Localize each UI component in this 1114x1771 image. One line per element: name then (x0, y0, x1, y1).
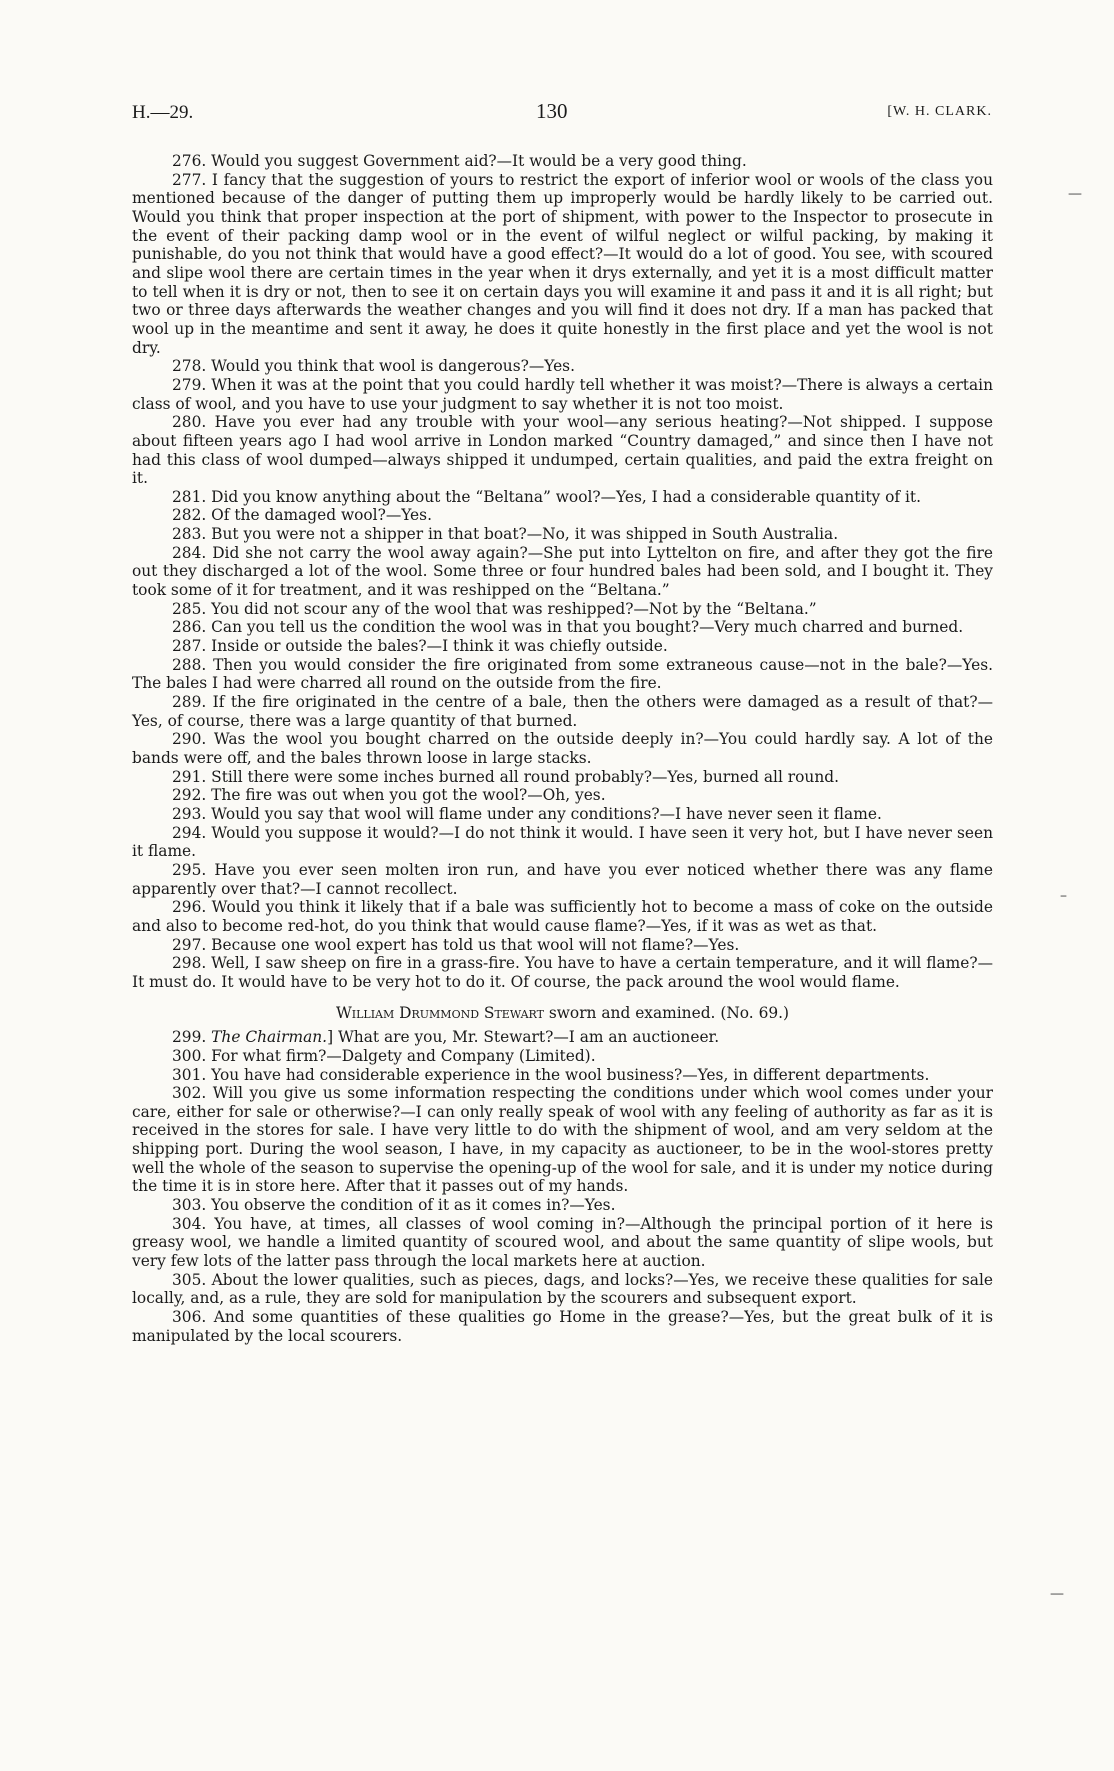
question-298: 298. Well, I saw sheep on fire in a grass-fire. You have to have a certain temperature, and it will flame?—It must do. It would have to be very hot to do it. Of course, the pack around the wool would flame. (132, 954, 993, 991)
question-279: 279. When it was at the point that you could hardly tell whether it was moist?—There is always a certain class of wool, and you have to use your judgment to say whether it is not too moist. (132, 375, 993, 413)
question-284: 284. Did she not carry the wool away again?—She put into Lyttelton on fire, and after they got the fire out they discharged a lot of the wool. Some three or four hundred bales had been sold, and I bought it. They took some of it for treatment, and it was reshipped on the “Beltana.” (132, 543, 993, 600)
question-285: 285. You did not scour any of the wool that was reshipped?—Not by the “Beltana.” (172, 599, 817, 618)
question-299-text: ] What are you, Mr. Stewart?—I am an auctioneer. (327, 1028, 720, 1047)
question-293: 293. Would you say that wool will flame under any conditions?—I have never seen it flame. (172, 804, 882, 823)
witness-running-head: [W. H. CLARK. (887, 104, 992, 119)
question-283: 283. But you were not a shipper in that boat?—No, it was shipped in South Australia. (172, 525, 839, 544)
margin-mark: – (1060, 888, 1067, 904)
question-287: 287. Inside or outside the bales?—I think it was chiefly outside. (172, 637, 668, 656)
question-289: 289. If the fire originated in the centre of a bale, then the others were damaged as a result of that?—Yes, of course, there was a large quantity of that burned. (132, 693, 993, 730)
speaker-label: The Chairman. (211, 1028, 328, 1047)
question-294: 294. Would you suppose it would?—I do not think it would. I have seen it very hot, but I have never seen it flame. (132, 823, 993, 861)
question-299-number: 299. (172, 1028, 212, 1047)
question-276: 276. Would you suggest Government aid?—It would be a very good thing. (172, 152, 747, 170)
question-300: 300. For what firm?—Dalgety and Company (Limited). (172, 1046, 596, 1065)
question-295: 295. Have you ever seen molten iron run, and have you ever noticed whether there was any flame apparently over that?—I cannot recollect. (132, 860, 993, 898)
margin-mark: — (1050, 1586, 1064, 1602)
question-286: 286. Can you tell us the condition the wool was in that you bought?—Very much charred and burned. (172, 618, 964, 637)
question-282: 282. Of the damaged wool?—Yes. (172, 506, 432, 525)
question-281: 281. Did you know anything about the “Beltana” wool?—Yes, I had a considerable quantity of it. (172, 487, 921, 506)
page-body (132, 152, 993, 1345)
witness-heading-rest: sworn and examined. (No. 69.) (543, 1003, 790, 1022)
witness-heading (132, 1004, 993, 1023)
question-277: 277. I fancy that the suggestion of yours to restrict the export of inferior wool or wools of the class you mentioned because of the danger of putting them up improperly would be hardly likely to be carried out. Would you think that proper inspection at the port of shipment, with power to the Inspector to prosecute in the event of their packing damp wool or in the event of wilful neglect or wilful packing, by making it punishable, do you not think that would have a good effect?—It would do a lot of good. You see, with scoured and slipe wool there are certain times in the year when it drys externally, and yet it is a most difficult matter to tell when it is dry or not, then to see it on certain days you will examine it and pass it and it is all right; but two or three days afterwards the weather changes and you will find it does not dry. If a man has packed that wool up in the meantime and sent it away, he does it quite honestly in the first place and yet the wool is not dry. (132, 170, 993, 357)
question-280: 280. Have you ever had any trouble with your wool—any serious heating?—Not shipped. I suppose about fifteen years ago I had wool arrive in London marked “Country damaged,” and since then I have not had this class of wool dumped—always shipped it undumped, certain qualities, and paid the extra freight on it. (132, 413, 993, 488)
question-303: 303. You observe the condition of it as it comes in?—Yes. (172, 1196, 616, 1215)
question-292: 292. The fire was out when you got the wool?—Oh, yes. (172, 786, 606, 805)
question-301: 301. You have had considerable experience in the wool business?—Yes, in different departments. (172, 1065, 930, 1084)
question-299 (132, 1028, 993, 1047)
question-278: 278. Would you think that wool is dangerous?—Yes. (172, 357, 575, 376)
question-290: 290. Was the wool you bought charred on the outside deeply in?—You could hardly say. A lot of the bands were off, and the bales thrown loose in large stacks. (132, 730, 993, 767)
margin-mark: — (1068, 186, 1082, 202)
question-305: 305. About the lower qualities, such as pieces, dags, and locks?—Yes, we receive these qualities for sale locally, and, as a rule, they are sold for manipulation by the scourers and subsequent export. (132, 1270, 993, 1308)
document-reference: H.—29. (132, 102, 194, 123)
page-number: 130 (536, 99, 568, 123)
question-306: 306. And some quantities of these qualities go Home in the grease?—Yes, but the great bulk of it is manipulated by the local scourers. (132, 1308, 993, 1345)
witness-name: William Drummond Stewart (335, 1003, 544, 1022)
question-296: 296. Would you think it likely that if a bale was sufficiently hot to become a mass of coke on the outside and also to become red-hot, do you think that would cause flame?—Yes, if it was as wet as that. (132, 898, 993, 935)
question-288: 288. Then you would consider the fire originated from some extraneous cause—not in the bale?—Yes. The bales I had were charred all round on the outside from the fire. (132, 655, 993, 693)
question-304: 304. You have, at times, all classes of wool coming in?—Although the principal portion of it here is greasy wool, we handle a limited quantity of scoured wool, and about the same quantity of slipe wools, but very few lots of the latter pass through the local markets here at auction. (132, 1214, 993, 1271)
question-291: 291. Still there were some inches burned all round probably?—Yes, burned all round. (172, 767, 839, 786)
question-302: 302. Will you give us some information respecting the conditions under which wool comes under your care, either for sale or otherwise?—I can only really speak of wool with any feeling of authority as far as it is received in the stores for sale. I have very little to do with the shipment of wool, and am very seldom at the shipping port. During the wool season, I have, in my capacity as auctioneer, to be in the wool-stores pretty well the whole of the season to supervise the opening-up of the wool for sale, and it is under my notice during the time it is in store here. After that it passes out of my hands. (132, 1084, 993, 1196)
page-header (132, 99, 992, 130)
question-297: 297. Because one wool expert has told us that wool will not flame?—Yes. (172, 935, 740, 954)
